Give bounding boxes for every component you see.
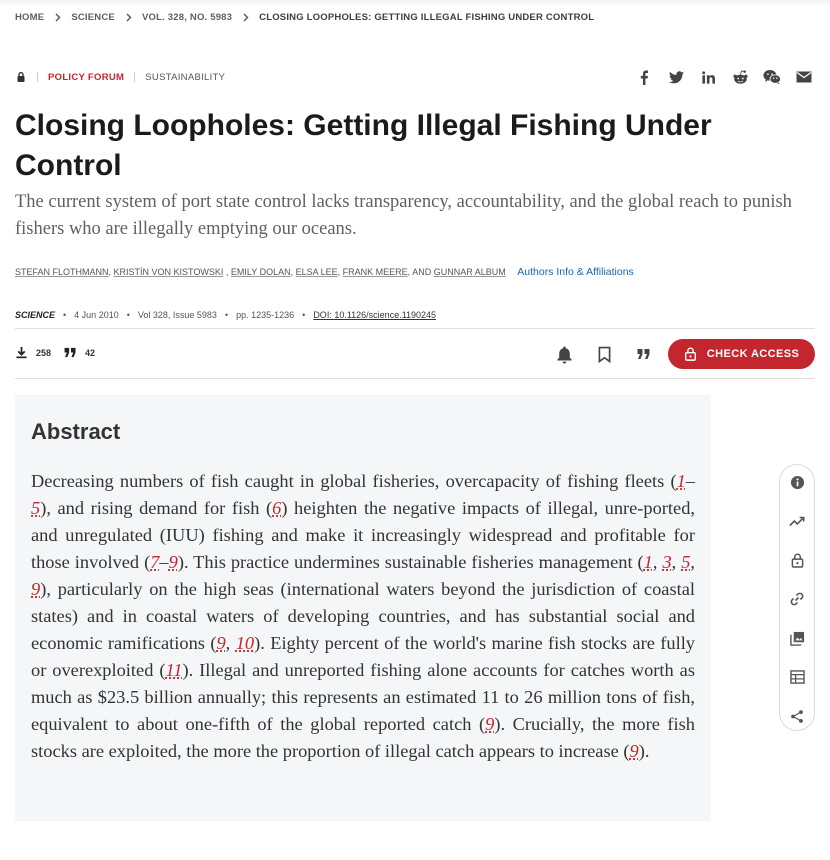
reference-link[interactable]: 9 <box>31 579 41 599</box>
link-icon[interactable] <box>780 589 814 609</box>
author-link[interactable]: EMILY DOLAN <box>230 267 291 277</box>
authors-info-link[interactable]: Authors Info & Affiliations <box>517 266 634 278</box>
reference-link[interactable]: 5 <box>31 498 41 518</box>
chevron-right-icon <box>126 13 132 22</box>
linkedin-icon[interactable] <box>699 68 717 86</box>
breadcrumb-issue[interactable]: VOL. 328, NO. 5983 <box>141 12 233 23</box>
breadcrumb-home[interactable]: HOME <box>15 12 45 23</box>
doi-link[interactable]: DOI: 10.1126/science.1190245 <box>313 310 437 320</box>
downloads-count: 258 <box>36 347 52 358</box>
reference-link[interactable]: 7 <box>150 552 160 572</box>
separator-dot: • <box>224 310 229 320</box>
abstract-heading: Abstract <box>31 419 121 444</box>
abstract-text: Decreasing numbers of fish caught in global fisheries, overcapacity of fishing fleets (1–5), and rising demand for fish (6) heighten the negative impacts of illegal, unre-ported, and unregulated (IUU) fishing and make it increasingly widespread and profitable for those involved (7–9). This practice undermines sustainable fisheries management (1, 3, 5, 9), particularly on the high seas (international waters beyond the jurisdiction of coastal states) and in coastal waters of developing countries, and has substantial social and economic ramifications (9, 10). Eighty percent of the world's marine fish stocks are fully or overexploited (11). Illegal and unreported fishing alone accounts for catches worth as much as $23.5 billion annually; this represents an estimated 11 to 26 million tons of fish, equivalent to about one-fifth of the global reported catch (9). Crucially, the more fish stocks are exploited, the more the proportion of illegal catch appears to increase (9). <box>31 471 696 761</box>
email-icon[interactable] <box>795 68 813 86</box>
bookmark-icon[interactable] <box>593 343 615 365</box>
reference-link[interactable]: 3 <box>662 552 672 572</box>
bell-icon[interactable] <box>553 343 575 365</box>
info-icon[interactable] <box>780 472 814 492</box>
reference-link[interactable]: 9 <box>485 714 495 734</box>
reference-link[interactable]: 6 <box>272 498 282 518</box>
side-tool-rail <box>779 464 815 731</box>
lock-icon[interactable] <box>780 550 814 570</box>
breadcrumb-current: CLOSING LOOPHOLES: GETTING ILLEGAL FISHING UNDER CONTROL <box>259 12 595 23</box>
lock-icon <box>684 347 697 361</box>
trending-icon[interactable] <box>780 511 814 531</box>
top-shadow <box>0 0 830 6</box>
divider <box>15 378 815 379</box>
reference-link[interactable]: 10 <box>235 633 255 653</box>
article-title: Closing Loopholes: Getting Illegal Fishing Under Control <box>15 109 712 182</box>
images-icon[interactable] <box>780 628 814 648</box>
reference-link[interactable]: 5 <box>681 552 691 572</box>
article-type-row <box>15 71 225 83</box>
breadcrumb <box>15 12 594 23</box>
author-link[interactable]: KRISTÍN VON KISTOWSKI <box>113 267 224 277</box>
twitter-icon[interactable] <box>667 68 685 86</box>
share-icon[interactable] <box>780 706 814 726</box>
journal-name[interactable]: SCIENCE <box>15 310 56 320</box>
topic-label[interactable]: SUSTAINABILITY <box>145 71 226 83</box>
check-access-button[interactable] <box>668 339 815 369</box>
reference-link[interactable]: 1 <box>676 471 686 491</box>
citations-count: 42 <box>85 347 96 358</box>
authors-conjunction: AND <box>412 267 432 277</box>
reference-link[interactable]: 9 <box>168 552 178 572</box>
article-metrics <box>15 346 108 359</box>
article-subtitle: The current system of port state control lacks transparency, accountability, and the global reach to punish fishers who are illegally emptying our oceans. <box>15 192 792 239</box>
table-icon[interactable] <box>780 667 814 687</box>
reference-link[interactable]: 9 <box>629 741 639 761</box>
author-link[interactable]: GUNNAR ALBUM <box>433 267 506 277</box>
separator-dot: • <box>126 310 130 320</box>
facebook-icon[interactable] <box>635 68 653 86</box>
reference-link[interactable]: 1 <box>643 552 653 572</box>
quote-icon <box>64 347 77 358</box>
citations-metric[interactable] <box>64 347 95 358</box>
page-range: pp. 1235-1236 <box>236 310 295 320</box>
divider <box>134 72 135 82</box>
volume-issue: Vol 328, Issue 5983 <box>137 310 217 320</box>
chevron-right-icon <box>243 13 249 22</box>
author-link[interactable]: FRANK MEERE <box>342 267 408 277</box>
chevron-right-icon <box>55 13 61 22</box>
separator-dot: • <box>63 310 67 320</box>
breadcrumb-science[interactable]: SCIENCE <box>71 12 115 23</box>
author-link[interactable]: ELSA LEE <box>295 267 338 277</box>
download-icon <box>15 346 28 359</box>
section-label[interactable]: POLICY FORUM <box>48 71 125 83</box>
author-link[interactable]: STEFAN FLOTHMANN <box>15 267 109 277</box>
lock-icon <box>15 71 27 83</box>
cite-quote-icon[interactable] <box>633 343 655 365</box>
reddit-icon[interactable] <box>731 68 749 86</box>
reference-link[interactable]: 11 <box>165 660 183 680</box>
abstract-section <box>15 395 711 821</box>
author-list: STEFAN FLOTHMANN, KRISTÍN VON KISTOWSKI , EMILY DOLAN, ELSA LEE, FRANK MEERE, AND GUNNAR ALBUM Authors Info & Affiliations <box>15 266 634 278</box>
downloads-metric[interactable] <box>15 346 51 359</box>
publication-date: 4 Jun 2010 <box>74 310 119 320</box>
share-bar <box>621 68 813 86</box>
publication-meta <box>15 310 436 320</box>
wechat-icon[interactable] <box>763 68 781 86</box>
separator-dot: • <box>302 310 306 320</box>
article-actions <box>553 343 673 365</box>
divider <box>37 72 38 82</box>
reference-link[interactable]: 9 <box>216 633 226 653</box>
divider <box>15 328 815 329</box>
check-access-label: CHECK ACCESS <box>706 348 800 360</box>
